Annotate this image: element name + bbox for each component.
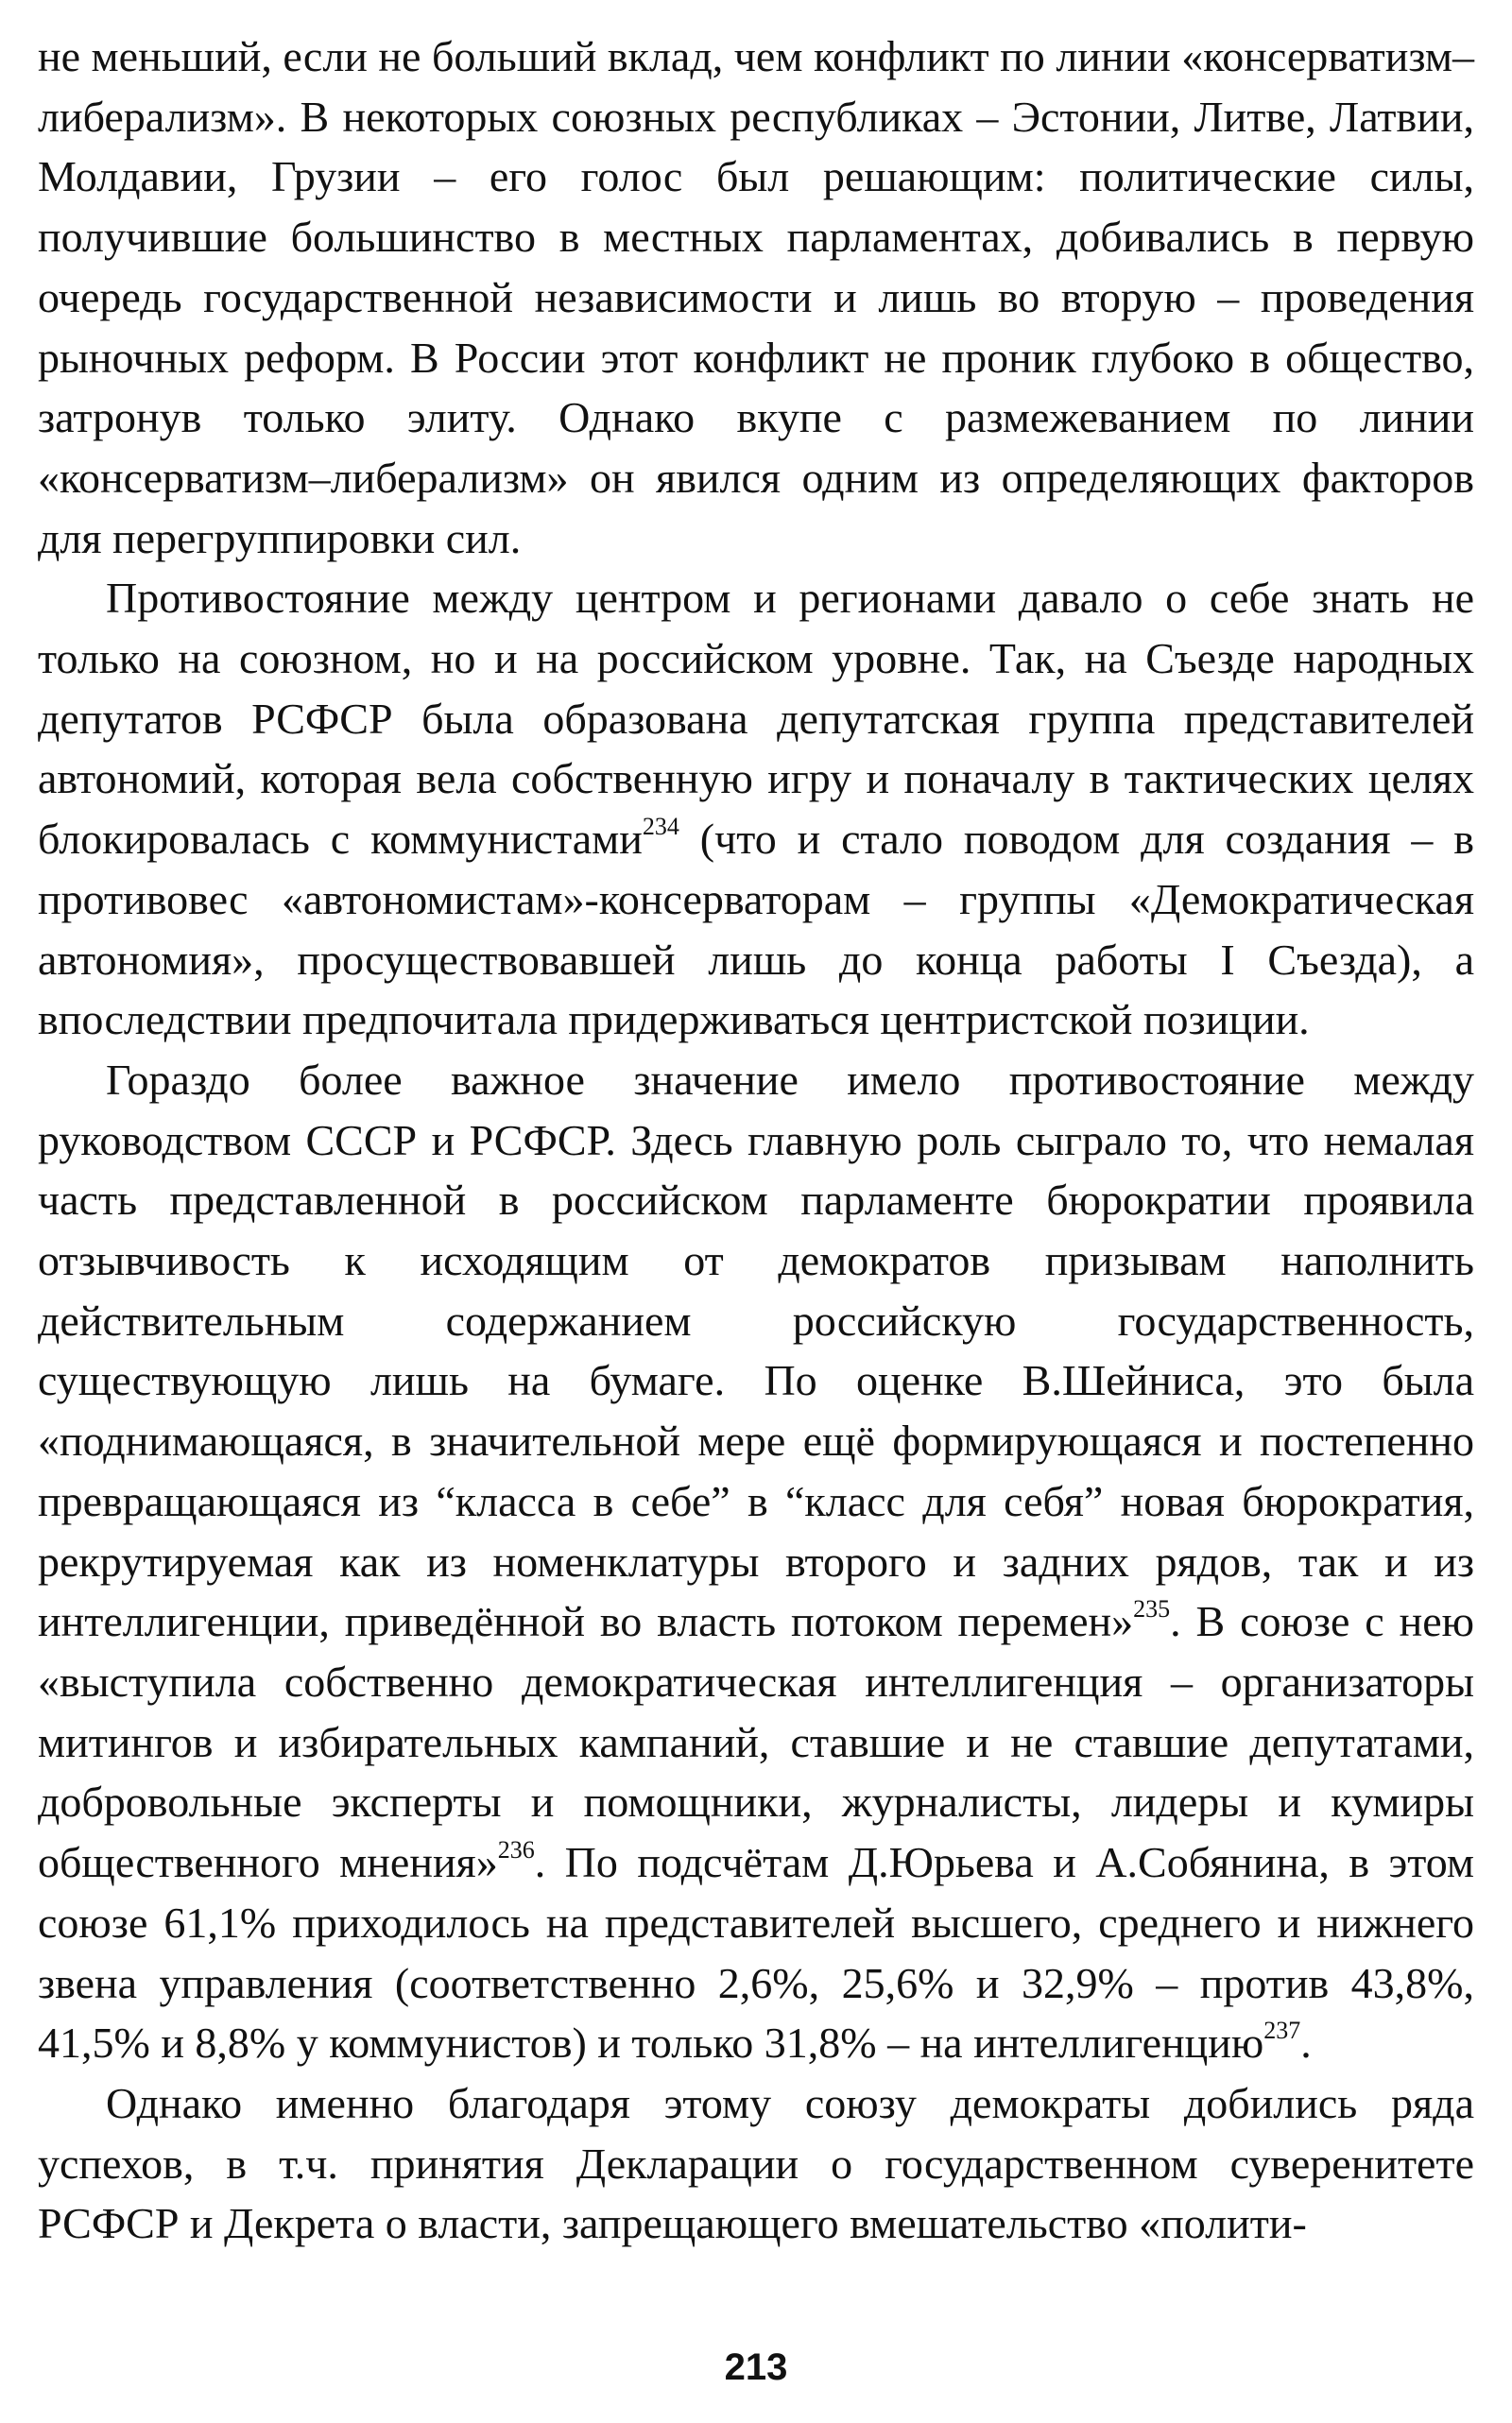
- paragraph-text: Однако именно благодаря этому союзу демократы добились ряда успехов, в т.ч. принятия Декларации о государственном суверенитете РСФСР и Декрета о власти, запрещающего вмешательство «полити-: [38, 2078, 1474, 2248]
- paragraph-text: Противостояние между центром и регионами давало о себе знать не только на союзном, но и на российском уровне. Так, на Съезде народных депутатов РСФСР была образована депутатская группа представителей автономий, которая вела собственную игру и поначалу в тактических целях блокировалась с коммунистами: [38, 574, 1474, 864]
- paragraph-text: не меньший, если не больший вклад, чем конфликт по линии «консерватизм–либерализм». В некоторых союзных республиках – Эстонии, Литве, Латвии, Молдавии, Грузии – его голос был решающим: политические силы, получившие большинство в местных парламентах, добивались в первую очередь государственной независимости и лишь во вторую – проведения рыночных реформ. В России этот конфликт не проник глубоко в общество, затронув только элиту. Однако вкупе с размежеванием по линии «консерватизм–либерализм» он явился одним из определяющих факторов для перегруппировки сил.: [38, 32, 1474, 562]
- paragraph: [38, 1050, 1474, 2073]
- footnote-ref: 236: [497, 1836, 535, 1865]
- paragraph-text: . В союзе с нею «выступила собственно демократическая интеллигенция – организаторы митингов и избирательных кампаний, ставшие и не ставшие депутатами, добровольные эксперты и помощники, журналисты, лидеры и кумиры общественного мнения»: [38, 1597, 1474, 1887]
- paragraph-text: Гораздо более важное значение имело противостояние между руководством СССР и РСФСР. Здесь главную роль сыграло то, что немалая часть представленной в российском парламенте бюрократии проявила отзывчивость к исходящим от демократов призывам наполнить действительным содержанием российскую государственность, существующую лишь на бумаге. По оценке В.Шейниса, это была «поднимающаяся, в значительной мере ещё формирующаяся и постепенно превращающаяся из “класса в себе” в “класс для себя” новая бюрократия, рекрутируемая как из номенклатуры второго и задних рядов, так и из интеллигенции, приведённой во власть потоком перемен»: [38, 1055, 1474, 1646]
- paragraph-text: . По подсчётам Д.Юрьева и А.Собянина, в этом союзе 61,1% приходилось на представителей высшего, среднего и нижнего звена управления (соответственно 2,6%, 25,6% и 32,9% – против 43,8%, 41,5% и 8,8% у коммунистов) и только 31,8% – на интеллигенцию: [38, 1838, 1474, 2068]
- footnote-ref: 237: [1263, 2017, 1301, 2045]
- footnote-ref: 234: [642, 813, 679, 841]
- paragraph-text: .: [1300, 2019, 1312, 2068]
- footnote-ref: 235: [1133, 1595, 1171, 1624]
- paragraph: [38, 2073, 1474, 2254]
- page-number: 213: [724, 2346, 788, 2388]
- page-body: [38, 26, 1474, 2254]
- paragraph: [38, 26, 1474, 568]
- paragraph: [38, 568, 1474, 1050]
- paragraph-text: (что и стало поводом для создания – в противовес «автономистам»-консерваторам – группы «Демократическая автономия», просуществовавшей лишь до конца работы I Съезда), а впоследствии предпочитала придерживаться центристской позиции.: [38, 815, 1474, 1044]
